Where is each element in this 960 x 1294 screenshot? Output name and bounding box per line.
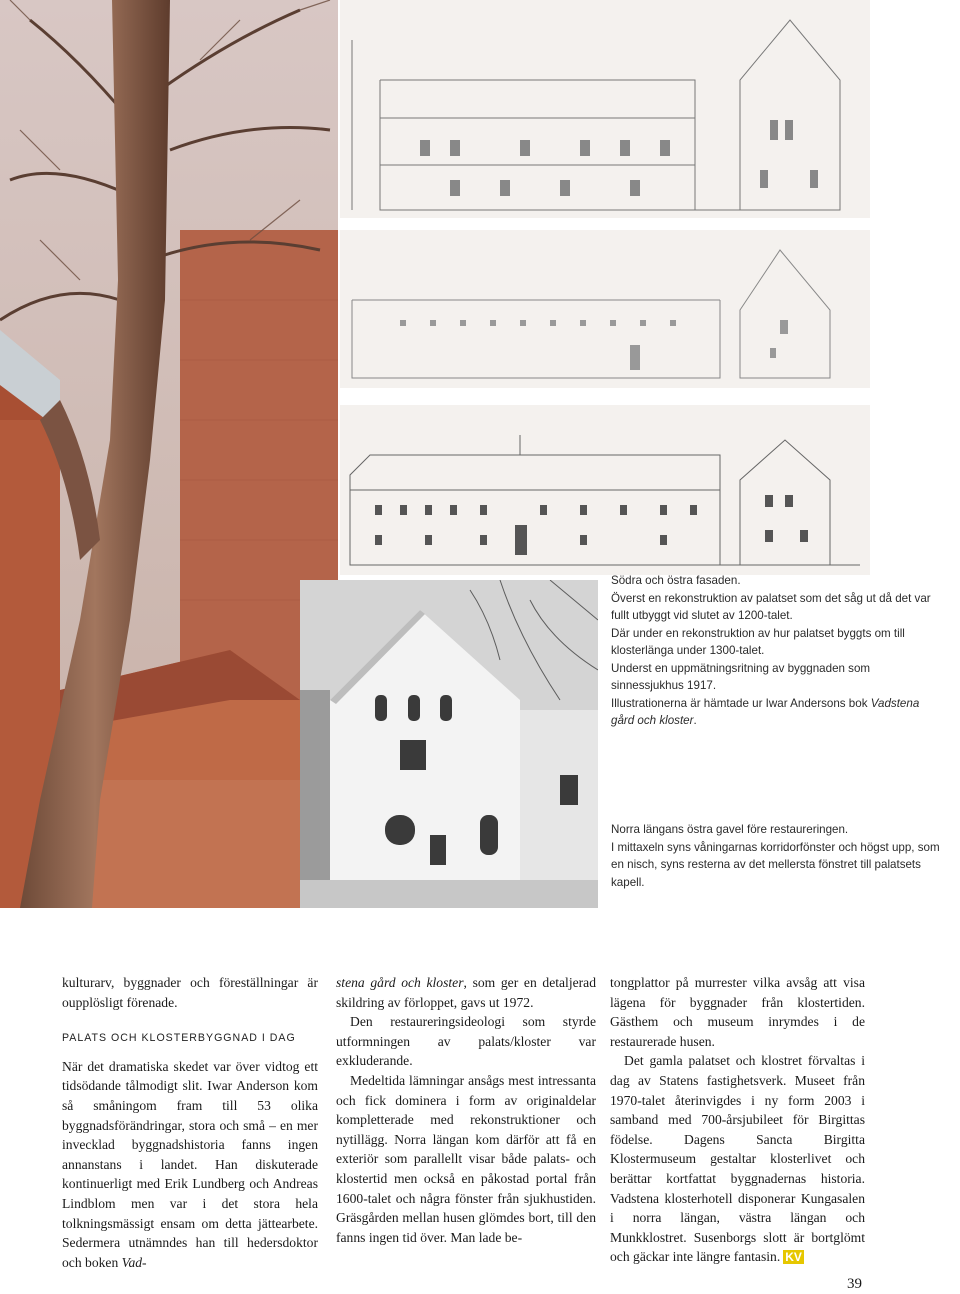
caption-line: Underst en uppmätningsritning av byggnaden som sinnessjukhus 1917. bbox=[611, 661, 871, 692]
north-wing-east-gable-photo bbox=[300, 580, 598, 908]
article-column-2 bbox=[336, 973, 596, 1247]
caption-line: Norra längans östra gavel före restaureringen. bbox=[611, 823, 849, 836]
photo-caption bbox=[611, 821, 941, 891]
paragraph: Den restaureringsideologi som styrde utformningen av palats/kloster var exkluderande. bbox=[336, 1014, 596, 1069]
book-title-fragment: Vad- bbox=[121, 1254, 147, 1270]
facade-drawing-1200s bbox=[340, 0, 870, 218]
caption-line: Där under en rekonstruktion av hur palatset byggts om till klosterlänga under 1300-talet. bbox=[611, 626, 905, 657]
paragraph bbox=[336, 973, 596, 1012]
end-mark-logo: KV bbox=[785, 1250, 802, 1265]
tree-photo-illustration bbox=[0, 0, 338, 908]
drawings-caption bbox=[611, 572, 941, 730]
paragraph: Medeltida lämningar ansågs mest intressanta och fick dominera i form av originaldelar kompletterade med rekonstruktioner och nytillägg. Norra längan kom därför att få en exteriör som parallellt visar både palats- och klostertid men också en påkostad portal från 1600-talet och några fönster från sjukhustiden. Gräsgården mellan husen glömdes bort, till den fanns ingen tid över. Man lade be- bbox=[336, 1072, 596, 1245]
paragraph bbox=[610, 1051, 865, 1268]
facade-drawing-1300s-illustration bbox=[340, 230, 870, 388]
page-number: 39 bbox=[847, 1276, 862, 1292]
caption-line: I mittaxeln syns våningarnas korridorfönster och högst upp, som en nisch, syns resterna av det mellersta fönstret till palatsets kapell. bbox=[611, 840, 940, 889]
paragraph bbox=[62, 1057, 318, 1273]
caption-line: Södra och östra fasaden. bbox=[611, 574, 741, 587]
paragraph: tongplattor på murrester vilka avsåg att visa lägena för byggnader från klostertiden. Gästhem och museum inrymdes i de restaurerade husen. bbox=[610, 975, 865, 1049]
section-heading: PALATS OCH KLOSTERBYGGNAD I DAG bbox=[62, 1032, 296, 1045]
facade-survey-drawing-1917-illustration bbox=[340, 405, 870, 575]
paragraph: kulturarv, byggnader och föreställningar är oupplösligt förenade. bbox=[62, 975, 318, 1010]
caption-period: . bbox=[693, 714, 697, 727]
tree-and-brick-wall-photo bbox=[0, 0, 338, 908]
paragraph-text: Det gamla palatset och klostret förvaltas i dag av Statens fastighetsverk. Museet från 1970-talet återinvigdes i ny form 2003 i samband med 700-årsjubileet för Birgittas födelse. Dagens Sancta Birgitta Klostermuseum gestaltar klosterlivet och berättar kortfattat byggnadernas historia. Vadstena klosterhotell disponerar Kungasalen i norra längan, västra längan och Munkklostret. Susenborgs slott är bortglömt och gäckar inte längre fantasin. bbox=[610, 1053, 865, 1265]
caption-line: Överst en rekonstruktion av palatset som det såg ut då det var fullt utbyggt vid slutet av 1200-talet. bbox=[611, 591, 931, 622]
north-wing-photo-illustration bbox=[300, 580, 598, 908]
facade-drawing-1200s-illustration bbox=[340, 0, 870, 218]
caption-source-text: Illustrationerna är hämtade ur Iwar Andersons bok bbox=[611, 696, 871, 710]
article-column-1 bbox=[62, 973, 318, 1272]
caption-line bbox=[611, 695, 941, 730]
paragraph-text: , som ger en detaljerad skildring av förloppet, gavs ut 1972. bbox=[336, 975, 596, 1010]
book-title: Vadstena gård och kloster bbox=[611, 696, 920, 727]
paragraph-text: När det dramatiska skedet var över vidtog ett tidsödande tålmodigt slit. Iwar Anderson kom så småningom fram till 53 olika byggnadsförändringar, stora och små – en mer invecklad byggnadshistoria fanns ingen annanstans i landet. Han diskuterade kontinuerligt med Erik Lundberg och Andreas Lindblom men var i det stora hela tolkningsmässigt ensam om detta jättearbete. Sedermera utnämndes han till hedersdoktor och boken bbox=[62, 1058, 318, 1270]
book-title-fragment: stena gård och kloster bbox=[336, 975, 464, 990]
facade-drawing-1300s bbox=[340, 230, 870, 388]
article-column-3 bbox=[610, 973, 865, 1268]
facade-survey-drawing-1917 bbox=[340, 405, 870, 575]
